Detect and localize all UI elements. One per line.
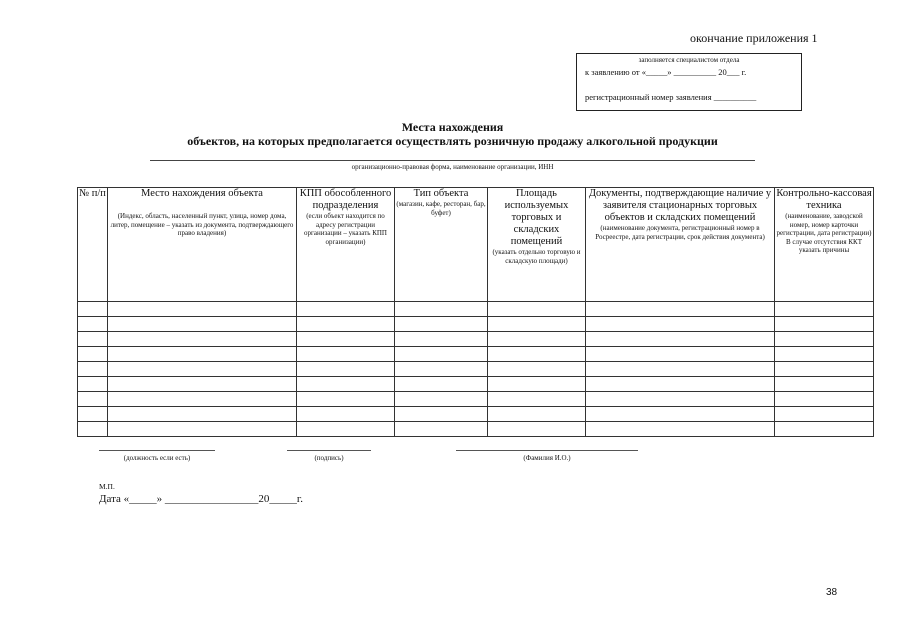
- registration-note: заполняется специалистом отдела: [638, 56, 740, 64]
- table-cell[interactable]: [488, 392, 586, 407]
- table-header-row: [78, 188, 874, 302]
- table-cell[interactable]: [775, 302, 874, 317]
- table-cell[interactable]: [297, 422, 395, 437]
- signature-line: [287, 450, 371, 451]
- table-row[interactable]: [78, 362, 874, 377]
- table-cell[interactable]: [108, 407, 297, 422]
- table-cell[interactable]: [395, 347, 488, 362]
- table-cell[interactable]: [297, 332, 395, 347]
- table-row[interactable]: [78, 317, 874, 332]
- table-cell[interactable]: [108, 347, 297, 362]
- table-cell[interactable]: [108, 422, 297, 437]
- table-cell[interactable]: [586, 407, 775, 422]
- table-cell[interactable]: [108, 332, 297, 347]
- table-cell[interactable]: [488, 422, 586, 437]
- column-note: (если объект находится по адресу регистрации организации – указать КПП организации): [304, 212, 387, 246]
- column-note: (наименование документа, регистрационный номер в Росреестре, дата регистрации, срок действия документа): [595, 224, 765, 241]
- table-cell[interactable]: [395, 302, 488, 317]
- table-cell[interactable]: [297, 302, 395, 317]
- table-cell[interactable]: [108, 392, 297, 407]
- table-cell[interactable]: [395, 377, 488, 392]
- table-cell[interactable]: [775, 347, 874, 362]
- table-cell[interactable]: [775, 332, 874, 347]
- column-note: (указать отдельно торговую и складскую площади): [492, 248, 581, 265]
- document-title: Места нахождения: [401, 120, 504, 134]
- table-cell[interactable]: [586, 302, 775, 317]
- table-cell[interactable]: [297, 407, 395, 422]
- column-note: (Индекс, область, населенный пункт, улица, номер дома, литер, помещение – указать из документа, подтверждающего право владения): [110, 212, 294, 237]
- table-cell[interactable]: [78, 377, 108, 392]
- table-cell[interactable]: [108, 317, 297, 332]
- column-header-cash-register: [775, 188, 874, 302]
- table-cell[interactable]: [395, 332, 488, 347]
- table-cell[interactable]: [488, 347, 586, 362]
- table-cell[interactable]: [78, 332, 108, 347]
- name-signature-line: [456, 450, 638, 451]
- table-cell[interactable]: [108, 302, 297, 317]
- registration-date-line: к заявлению от «_____» __________ 20___ г.: [585, 67, 747, 77]
- table-cell[interactable]: [78, 407, 108, 422]
- column-note: (магазин, кафе, ресторан, бар, буфет): [396, 200, 486, 217]
- column-header-area: [488, 188, 586, 302]
- table-cell[interactable]: [395, 317, 488, 332]
- table-cell[interactable]: [78, 347, 108, 362]
- locations-table: [77, 187, 874, 437]
- table-cell[interactable]: [775, 377, 874, 392]
- page-number: 38: [826, 587, 838, 598]
- table-cell[interactable]: [395, 422, 488, 437]
- table-cell[interactable]: [775, 407, 874, 422]
- table-row[interactable]: [78, 347, 874, 362]
- column-title: Документы, подтверждающие наличие у заявителя стационарных торговых объектов и складских помещений: [588, 188, 772, 223]
- column-header-location: [108, 188, 297, 302]
- registration-number-line: регистрационный номер заявления __________: [585, 92, 757, 102]
- table-row[interactable]: [78, 332, 874, 347]
- table-cell[interactable]: [108, 362, 297, 377]
- table-cell[interactable]: [586, 377, 775, 392]
- date-line: Дата «_____» _________________20_____г.: [99, 493, 303, 505]
- table-cell[interactable]: [78, 317, 108, 332]
- table-cell[interactable]: [586, 422, 775, 437]
- table-cell[interactable]: [775, 317, 874, 332]
- table-cell[interactable]: [488, 302, 586, 317]
- table-cell[interactable]: [78, 302, 108, 317]
- column-title: Площадь используемых торговых и складских помещений: [504, 188, 569, 247]
- table-cell[interactable]: [297, 347, 395, 362]
- table-cell[interactable]: [78, 392, 108, 407]
- column-header-kpp: [297, 188, 395, 302]
- column-title: Место нахождения объекта: [141, 188, 263, 199]
- table-cell[interactable]: [297, 362, 395, 377]
- position-caption: (должность если есть): [123, 454, 191, 462]
- table-cell[interactable]: [488, 407, 586, 422]
- table-cell[interactable]: [297, 377, 395, 392]
- column-header-number: [78, 188, 108, 302]
- column-note: (наименование, заводской номер, номер карточки регистрации, дата регистрации) В случае отсутствия ККТ указать причины: [776, 212, 872, 254]
- table-row[interactable]: [78, 377, 874, 392]
- table-cell[interactable]: [586, 347, 775, 362]
- name-caption: (Фамилия И.О.): [523, 454, 571, 462]
- organization-fill-line: [150, 160, 755, 161]
- table-cell[interactable]: [586, 332, 775, 347]
- table-row[interactable]: [78, 302, 874, 317]
- column-header-documents: [586, 188, 775, 302]
- signature-caption: (подпись): [314, 454, 344, 462]
- column-title: КПП обособленного подразделения: [299, 188, 392, 211]
- table-row[interactable]: [78, 407, 874, 422]
- column-header-object-type: [395, 188, 488, 302]
- table-cell[interactable]: [775, 422, 874, 437]
- table-cell[interactable]: [775, 362, 874, 377]
- appendix-label: окончание приложения 1: [690, 31, 818, 45]
- stamp-placeholder: М.П.: [99, 482, 115, 491]
- table-cell[interactable]: [488, 317, 586, 332]
- table-cell[interactable]: [108, 377, 297, 392]
- table-cell[interactable]: [488, 332, 586, 347]
- column-title: № п/п: [79, 188, 106, 199]
- table-cell[interactable]: [78, 362, 108, 377]
- column-title: Контрольно-кассовая техника: [776, 188, 872, 211]
- table-cell[interactable]: [395, 407, 488, 422]
- table-cell[interactable]: [586, 392, 775, 407]
- table-cell[interactable]: [586, 317, 775, 332]
- table-cell[interactable]: [297, 317, 395, 332]
- table-cell[interactable]: [488, 362, 586, 377]
- table-row[interactable]: [78, 392, 874, 407]
- position-signature-line: [99, 450, 215, 451]
- document-subtitle: объектов, на которых предполагается осуществлять розничную продажу алкогольной продукции: [187, 134, 718, 148]
- table-cell[interactable]: [297, 392, 395, 407]
- column-title: Тип объекта: [413, 188, 469, 199]
- table-cell[interactable]: [775, 392, 874, 407]
- organization-caption: организационно-правовая форма, наименование организации, ИНН: [351, 163, 554, 171]
- table-row[interactable]: [78, 422, 874, 437]
- table-cell[interactable]: [488, 377, 586, 392]
- registration-box: [576, 53, 802, 111]
- table-cell[interactable]: [395, 362, 488, 377]
- table-cell[interactable]: [586, 362, 775, 377]
- table-cell[interactable]: [395, 392, 488, 407]
- table-cell[interactable]: [78, 422, 108, 437]
